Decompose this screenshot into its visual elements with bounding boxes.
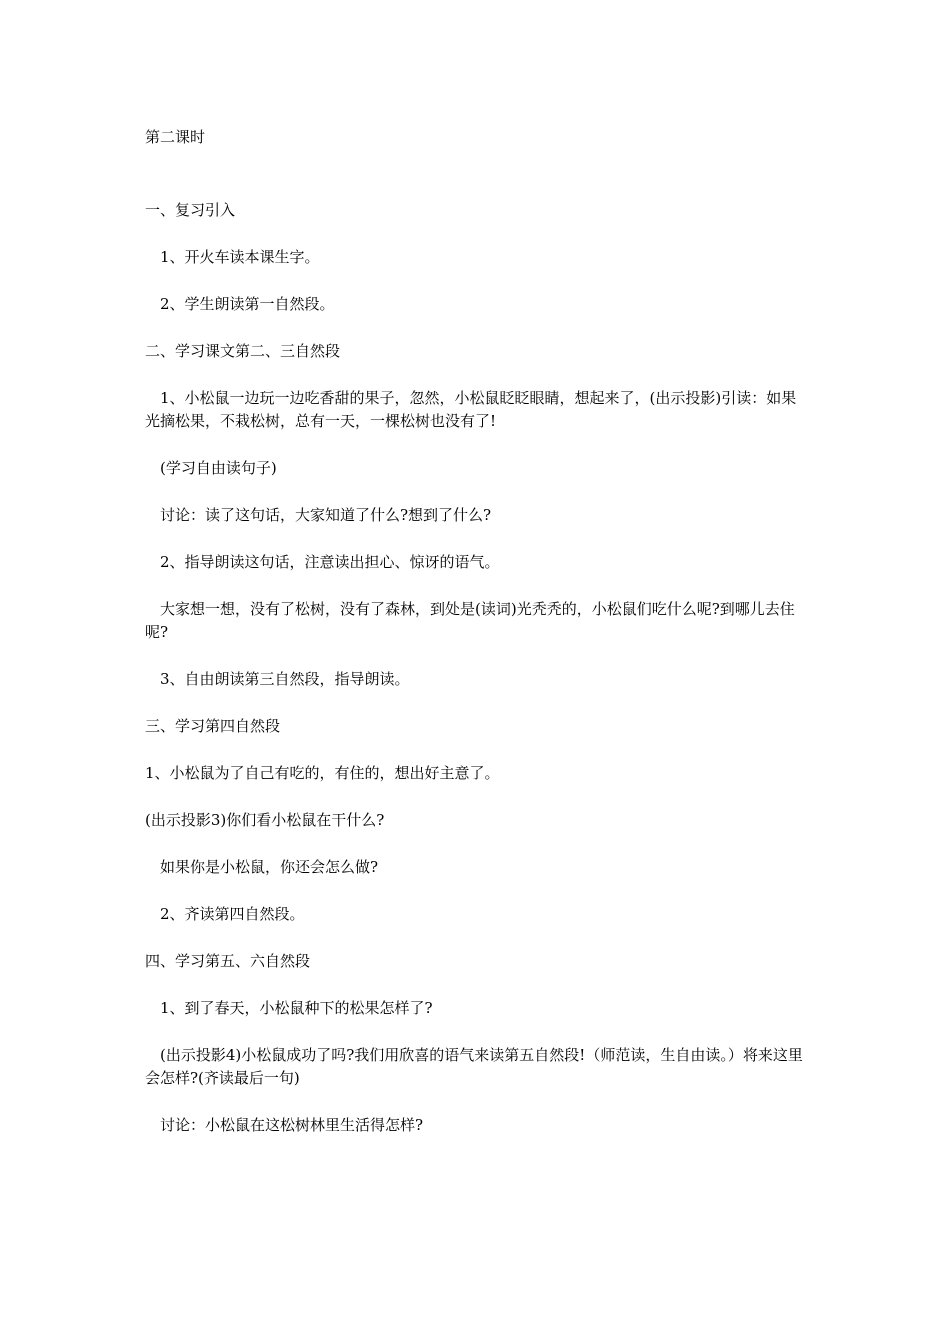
paragraph: 一、复习引入: [145, 201, 236, 219]
paragraph: 3、自由朗读第三自然段，指导朗读。: [160, 670, 410, 688]
paragraph: (出示投影4)小松鼠成功了吗?我们用欣喜的语气来读第五自然段!（师范读，生自由读。）将来这里会怎样?(齐读最后一句): [145, 1046, 803, 1087]
paragraph: 如果你是小松鼠，你还会怎么做?: [160, 858, 379, 876]
paragraph: 2、齐读第四自然段。: [160, 905, 305, 923]
paragraph: 三、学习第四自然段: [145, 717, 281, 735]
paragraph: 1、开火车读本课生字。: [160, 248, 320, 266]
paragraph: 讨论：小松鼠在这松树林里生活得怎样?: [160, 1116, 424, 1134]
paragraph: (出示投影3)你们看小松鼠在干什么?: [145, 811, 385, 829]
paragraph: 1、小松鼠为了自己有吃的，有住的，想出好主意了。: [145, 764, 500, 782]
paragraph: (学习自由读句子): [160, 459, 277, 477]
paragraph: 1、小松鼠一边玩一边吃香甜的果子，忽然，小松鼠眨眨眼睛，想起来了，(出示投影)引读：如果光摘松果，不栽松树，总有一天，一棵松树也没有了!: [145, 389, 797, 430]
page-title: 第二课时: [145, 128, 206, 146]
document-page: [145, 126, 810, 1161]
paragraph: 大家想一想，没有了松树，没有了森林，到处是(读词)光秃秃的，小松鼠们吃什么呢?到哪儿去住呢?: [145, 600, 795, 641]
paragraph: 2、指导朗读这句话，注意读出担心、惊讶的语气。: [160, 553, 500, 571]
paragraph: 讨论：读了这句话，大家知道了什么?想到了什么?: [160, 506, 492, 524]
paragraph: 二、学习课文第二、三自然段: [145, 342, 341, 360]
paragraph: 1、到了春天，小松鼠种下的松果怎样了?: [160, 999, 433, 1017]
paragraph: 四、学习第五、六自然段: [145, 952, 311, 970]
paragraph: 2、学生朗读第一自然段。: [160, 295, 335, 313]
document-body: [145, 199, 810, 1137]
